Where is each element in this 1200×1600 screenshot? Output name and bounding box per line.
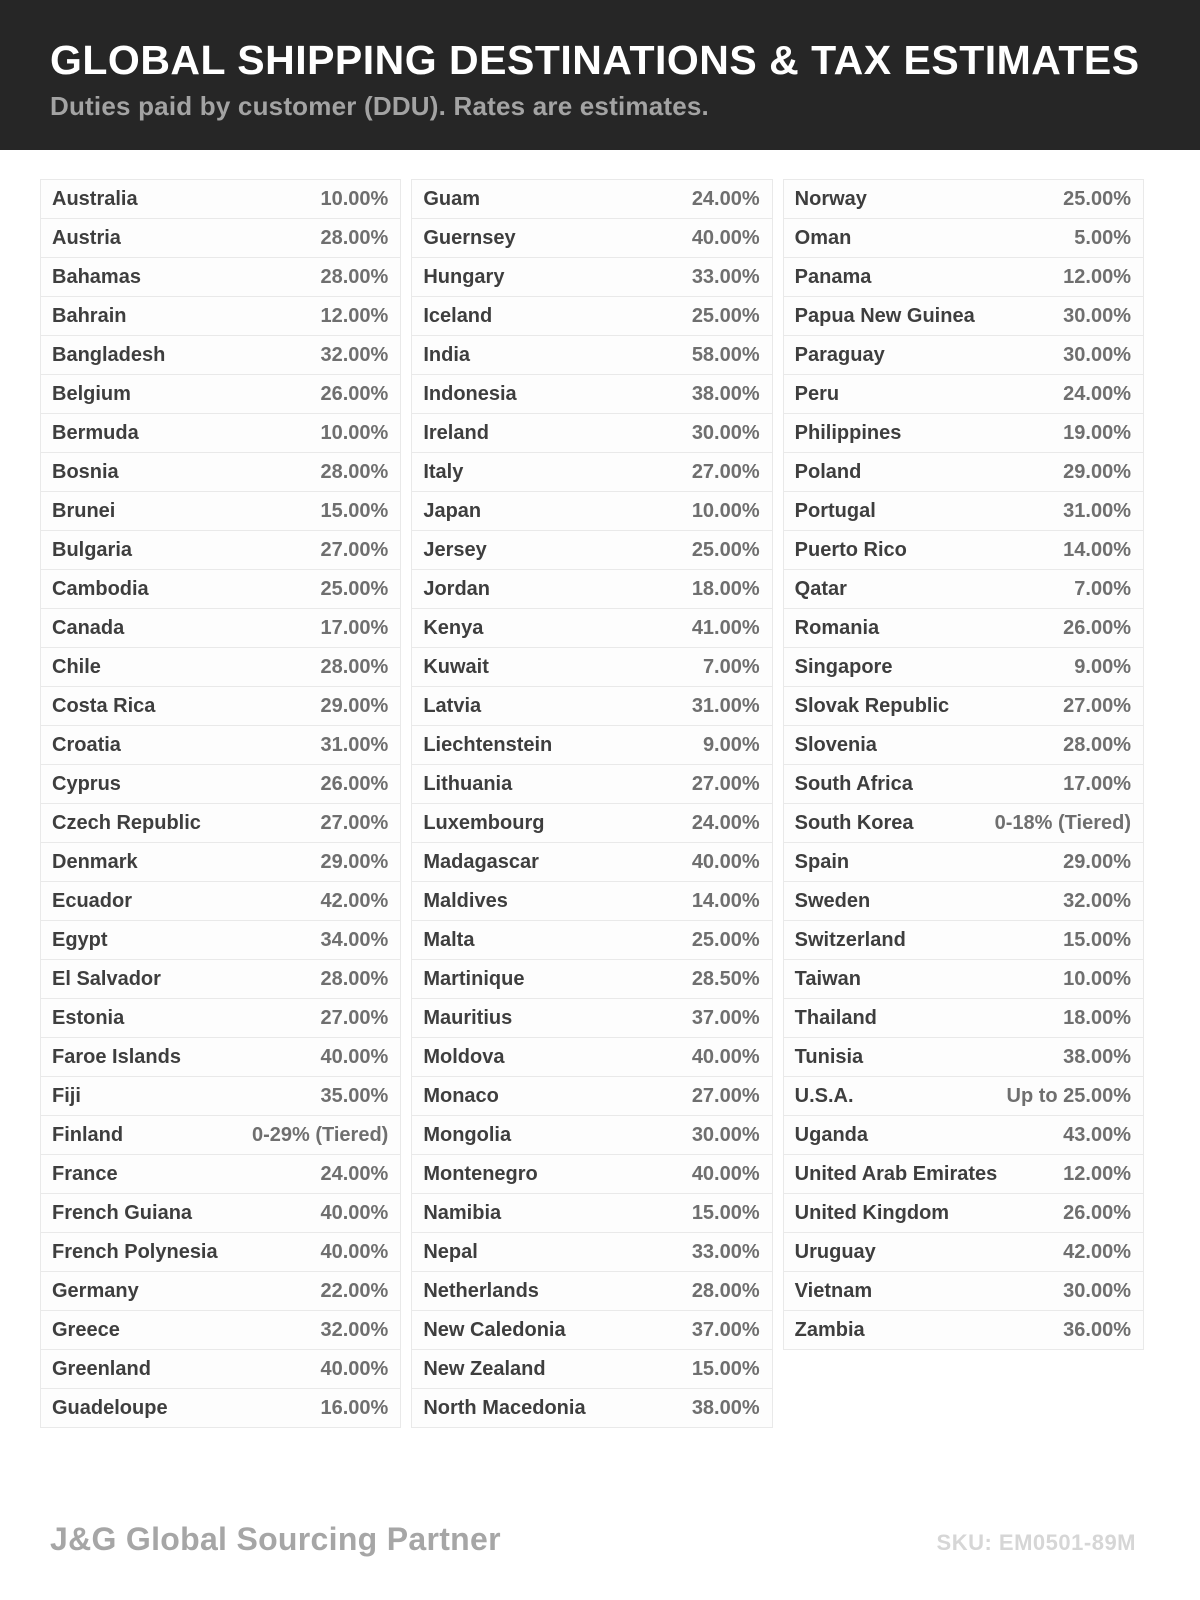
country-name: El Salvador	[52, 967, 161, 990]
tax-rate: 33.00%	[691, 1240, 760, 1263]
country-name: New Zealand	[423, 1357, 546, 1380]
rate-row	[783, 842, 1144, 882]
tax-rate: 27.00%	[691, 460, 760, 483]
country-name: Papua New Guinea	[794, 304, 975, 327]
tax-rate: 40.00%	[691, 1045, 760, 1068]
rate-row	[411, 1271, 772, 1311]
tax-rate: 28.00%	[320, 967, 389, 990]
rate-row	[40, 1154, 401, 1194]
tax-rate: 28.00%	[691, 1279, 760, 1302]
rate-row	[40, 1349, 401, 1389]
country-name: Peru	[794, 382, 840, 405]
tax-rate: 30.00%	[1063, 304, 1131, 327]
country-name: Iceland	[423, 304, 493, 327]
country-name: France	[52, 1162, 118, 1185]
tax-rate: 12.00%	[1063, 1162, 1131, 1185]
rate-row	[40, 725, 401, 765]
tax-rate: 19.00%	[1063, 421, 1131, 444]
rate-row	[411, 413, 772, 453]
rate-row	[40, 1271, 401, 1311]
country-name: New Caledonia	[423, 1318, 566, 1341]
tax-rate: 25.00%	[1063, 187, 1131, 210]
country-name: Bermuda	[52, 421, 139, 444]
tax-rate: 9.00%	[702, 733, 760, 756]
tax-rate: 42.00%	[1063, 1240, 1131, 1263]
country-name: Jersey	[423, 538, 487, 561]
rate-row	[411, 959, 772, 999]
tax-rate: 27.00%	[691, 772, 760, 795]
country-name: Oman	[794, 226, 852, 249]
rate-row	[40, 1388, 401, 1428]
country-name: Belgium	[52, 382, 131, 405]
tax-rate: 42.00%	[320, 889, 389, 912]
rate-row	[40, 1193, 401, 1233]
rate-row	[411, 920, 772, 960]
tax-rate: 5.00%	[1074, 226, 1131, 249]
rate-row	[783, 1193, 1144, 1233]
country-name: Singapore	[794, 655, 893, 678]
tax-rate: 40.00%	[320, 1045, 389, 1068]
rate-row	[40, 179, 401, 219]
country-name: Fiji	[52, 1084, 81, 1107]
tax-rate: 40.00%	[691, 1162, 760, 1185]
country-name: Maldives	[423, 889, 508, 912]
tax-rate: 27.00%	[320, 538, 389, 561]
country-name: Malta	[423, 928, 475, 951]
rate-row	[40, 764, 401, 804]
tax-rate: 10.00%	[1063, 967, 1131, 990]
country-name: Canada	[52, 616, 125, 639]
rate-row	[411, 530, 772, 570]
tax-rate: 25.00%	[691, 304, 760, 327]
rate-row	[411, 1232, 772, 1272]
rate-row	[40, 1310, 401, 1350]
rates-column-3	[783, 179, 1144, 1350]
country-name: Czech Republic	[52, 811, 201, 834]
rate-row	[411, 335, 772, 375]
country-name: Puerto Rico	[794, 538, 907, 561]
tax-rate: 29.00%	[320, 850, 389, 873]
rate-row	[40, 920, 401, 960]
tax-rate: 16.00%	[320, 1396, 389, 1419]
tax-rate: 40.00%	[691, 850, 760, 873]
rate-row	[411, 881, 772, 921]
country-name: French Guiana	[52, 1201, 193, 1224]
tax-rate: 26.00%	[1063, 1201, 1131, 1224]
country-name: Martinique	[423, 967, 525, 990]
page-title: GLOBAL SHIPPING DESTINATIONS & TAX ESTIMATES	[50, 37, 1140, 83]
rate-row	[40, 881, 401, 921]
tax-rate: 38.00%	[691, 1396, 760, 1419]
country-name: Luxembourg	[423, 811, 545, 834]
rate-row	[783, 374, 1144, 414]
rate-row	[411, 998, 772, 1038]
country-name: Chile	[52, 655, 101, 678]
tax-rate: 25.00%	[691, 538, 760, 561]
rate-row	[783, 686, 1144, 726]
rate-row	[40, 1115, 401, 1155]
rate-row	[40, 842, 401, 882]
rate-row	[40, 491, 401, 531]
rate-row	[411, 764, 772, 804]
rate-row	[411, 647, 772, 687]
header-banner	[0, 0, 1200, 150]
tax-rate: 9.00%	[1074, 655, 1131, 678]
rate-row	[40, 647, 401, 687]
rates-table	[40, 179, 1144, 1428]
country-name: Netherlands	[423, 1279, 539, 1302]
rate-row	[411, 1388, 772, 1428]
country-name: Japan	[423, 499, 482, 522]
rate-row	[411, 686, 772, 726]
country-name: Greenland	[52, 1357, 151, 1380]
tax-rate: 18.00%	[1063, 1006, 1131, 1029]
tax-rate: 28.50%	[691, 967, 760, 990]
tax-rate: 28.00%	[320, 655, 389, 678]
country-name: Zambia	[794, 1318, 865, 1341]
country-name: Slovak Republic	[794, 694, 950, 717]
country-name: Nepal	[423, 1240, 478, 1263]
rate-row	[783, 803, 1144, 843]
tax-rate: 10.00%	[691, 499, 760, 522]
country-name: Namibia	[423, 1201, 502, 1224]
rate-row	[40, 959, 401, 999]
rate-row	[783, 1115, 1144, 1155]
rate-row	[783, 296, 1144, 336]
rate-row	[40, 413, 401, 453]
country-name: Costa Rica	[52, 694, 156, 717]
country-name: Faroe Islands	[52, 1045, 181, 1068]
rate-row	[783, 1271, 1144, 1311]
country-name: South Korea	[794, 811, 914, 834]
country-name: Vietnam	[794, 1279, 873, 1302]
rate-row	[411, 569, 772, 609]
country-name: Montenegro	[423, 1162, 538, 1185]
country-name: Egypt	[52, 928, 108, 951]
rate-row	[411, 491, 772, 531]
rate-row	[411, 1154, 772, 1194]
tax-rate: 17.00%	[1063, 772, 1131, 795]
country-name: Finland	[52, 1123, 124, 1146]
country-name: Austria	[52, 226, 121, 249]
tax-rate: 36.00%	[1063, 1318, 1131, 1341]
country-name: Brunei	[52, 499, 116, 522]
country-name: Bosnia	[52, 460, 119, 483]
page-subtitle: Duties paid by customer (DDU). Rates are estimates.	[50, 91, 709, 121]
rate-row	[411, 1115, 772, 1155]
tax-rate: 40.00%	[320, 1240, 389, 1263]
rate-row	[783, 530, 1144, 570]
tax-rate: 30.00%	[691, 1123, 760, 1146]
tax-rate: 40.00%	[320, 1201, 389, 1224]
country-name: Thailand	[794, 1006, 877, 1029]
country-name: Romania	[794, 616, 880, 639]
tax-rate: 22.00%	[320, 1279, 389, 1302]
country-name: Cyprus	[52, 772, 121, 795]
rate-row	[783, 725, 1144, 765]
tax-rate: 28.00%	[320, 226, 389, 249]
rate-row	[411, 179, 772, 219]
tax-rate: 27.00%	[691, 1084, 760, 1107]
country-name: Kuwait	[423, 655, 489, 678]
rate-row	[411, 218, 772, 258]
tax-rate: 29.00%	[320, 694, 389, 717]
rate-row	[40, 1076, 401, 1116]
country-name: Guam	[423, 187, 481, 210]
tax-rate: 10.00%	[320, 187, 389, 210]
tax-rate: 26.00%	[320, 382, 389, 405]
rate-row	[411, 1349, 772, 1389]
country-name: Latvia	[423, 694, 482, 717]
country-name: Cambodia	[52, 577, 149, 600]
rate-row	[783, 881, 1144, 921]
tax-rate: 27.00%	[1063, 694, 1131, 717]
tax-rate: 15.00%	[691, 1357, 760, 1380]
brand-name: J&G Global Sourcing Partner	[50, 1521, 501, 1557]
country-name: Croatia	[52, 733, 121, 756]
country-name: Lithuania	[423, 772, 513, 795]
tax-rate: 31.00%	[320, 733, 389, 756]
country-name: Indonesia	[423, 382, 517, 405]
rate-row	[40, 296, 401, 336]
rate-row	[783, 764, 1144, 804]
country-name: U.S.A.	[794, 1084, 854, 1107]
tax-rate: 17.00%	[320, 616, 389, 639]
tax-rate: 30.00%	[691, 421, 760, 444]
rate-row	[783, 1232, 1144, 1272]
rate-row	[411, 1076, 772, 1116]
country-name: Spain	[794, 850, 850, 873]
tax-rate: 12.00%	[1063, 265, 1131, 288]
country-name: Guadeloupe	[52, 1396, 168, 1419]
rate-row	[783, 1076, 1144, 1116]
tax-rate: 38.00%	[1063, 1045, 1131, 1068]
country-name: Uganda	[794, 1123, 868, 1146]
tax-rate: 24.00%	[320, 1162, 389, 1185]
rate-row	[411, 608, 772, 648]
tax-rate: 28.00%	[1063, 733, 1131, 756]
country-name: Ireland	[423, 421, 489, 444]
tax-rate: 15.00%	[691, 1201, 760, 1224]
rate-row	[40, 569, 401, 609]
tax-rate: 27.00%	[320, 1006, 389, 1029]
country-name: Qatar	[794, 577, 847, 600]
country-name: Hungary	[423, 265, 505, 288]
country-name: United Kingdom	[794, 1201, 950, 1224]
tax-rate: 37.00%	[691, 1006, 760, 1029]
tax-rate: 43.00%	[1063, 1123, 1131, 1146]
rate-row	[40, 998, 401, 1038]
rate-row	[411, 842, 772, 882]
rate-row	[40, 530, 401, 570]
tax-rate: 15.00%	[320, 499, 389, 522]
country-name: Monaco	[423, 1084, 499, 1107]
tax-rate: 31.00%	[1063, 499, 1131, 522]
tax-rate: 29.00%	[1063, 460, 1131, 483]
country-name: Bangladesh	[52, 343, 166, 366]
rate-row	[783, 569, 1144, 609]
country-name: Kenya	[423, 616, 484, 639]
tax-rate: 32.00%	[320, 1318, 389, 1341]
country-name: Paraguay	[794, 343, 885, 366]
tax-rate: 28.00%	[320, 265, 389, 288]
rate-row	[783, 335, 1144, 375]
footer	[50, 1521, 1136, 1558]
rates-column-2	[411, 179, 772, 1428]
rate-row	[40, 1037, 401, 1077]
rate-row	[40, 686, 401, 726]
rate-row	[783, 1310, 1144, 1350]
tax-rate: 41.00%	[691, 616, 760, 639]
country-name: Estonia	[52, 1006, 125, 1029]
rate-row	[40, 452, 401, 492]
tax-rate: 35.00%	[320, 1084, 389, 1107]
country-name: Guernsey	[423, 226, 516, 249]
tax-rate: 10.00%	[320, 421, 389, 444]
tax-rate: 24.00%	[1063, 382, 1131, 405]
tax-rate: 32.00%	[1063, 889, 1131, 912]
tax-rate: 32.00%	[320, 343, 389, 366]
rate-row	[411, 725, 772, 765]
country-name: Ecuador	[52, 889, 133, 912]
rate-row	[783, 959, 1144, 999]
rate-row	[411, 257, 772, 297]
rate-row	[411, 1037, 772, 1077]
country-name: Mauritius	[423, 1006, 513, 1029]
tax-rate: 25.00%	[691, 928, 760, 951]
rate-row	[783, 218, 1144, 258]
tax-rate: 26.00%	[320, 772, 389, 795]
rate-row	[40, 218, 401, 258]
country-name: Uruguay	[794, 1240, 876, 1263]
tax-rate: 24.00%	[691, 811, 760, 834]
country-name: Taiwan	[794, 967, 861, 990]
tax-rate: 31.00%	[691, 694, 760, 717]
tax-rate: 14.00%	[1063, 538, 1131, 561]
rate-row	[40, 608, 401, 648]
rate-row	[40, 335, 401, 375]
rate-row	[411, 296, 772, 336]
country-name: Bulgaria	[52, 538, 133, 561]
rates-column-1	[40, 179, 401, 1428]
country-name: Greece	[52, 1318, 120, 1341]
rate-row	[783, 257, 1144, 297]
country-name: Liechtenstein	[423, 733, 553, 756]
rate-row	[783, 1154, 1144, 1194]
rate-row	[40, 803, 401, 843]
country-name: French Polynesia	[52, 1240, 218, 1263]
rate-row	[783, 647, 1144, 687]
tax-rate: 26.00%	[1063, 616, 1131, 639]
tax-rate: 0-29% (Tiered)	[251, 1123, 389, 1146]
country-name: India	[423, 343, 470, 366]
tax-rate: 37.00%	[691, 1318, 760, 1341]
country-name: Moldova	[423, 1045, 505, 1068]
country-name: South Africa	[794, 772, 913, 795]
rate-row	[783, 608, 1144, 648]
country-name: Madagascar	[423, 850, 539, 873]
tax-rate: Up to 25.00%	[1006, 1084, 1131, 1107]
rate-row	[783, 1037, 1144, 1077]
country-name: Jordan	[423, 577, 491, 600]
tax-rate: 34.00%	[320, 928, 389, 951]
rate-row	[783, 413, 1144, 453]
tax-rate: 15.00%	[1063, 928, 1131, 951]
rate-row	[783, 998, 1144, 1038]
tax-rate: 29.00%	[1063, 850, 1131, 873]
rate-row	[411, 803, 772, 843]
rate-row	[40, 1232, 401, 1272]
rate-row	[783, 179, 1144, 219]
country-name: Slovenia	[794, 733, 877, 756]
rate-row	[40, 257, 401, 297]
rate-row	[411, 1310, 772, 1350]
country-name: Sweden	[794, 889, 871, 912]
country-name: Portugal	[794, 499, 876, 522]
country-name: Italy	[423, 460, 464, 483]
country-name: United Arab Emirates	[794, 1162, 998, 1185]
tax-rate: 18.00%	[691, 577, 760, 600]
country-name: North Macedonia	[423, 1396, 586, 1419]
tax-rate: 14.00%	[691, 889, 760, 912]
rate-row	[40, 374, 401, 414]
country-name: Switzerland	[794, 928, 906, 951]
country-name: Bahrain	[52, 304, 127, 327]
rate-row	[411, 1193, 772, 1233]
country-name: Panama	[794, 265, 872, 288]
sku-label: SKU: EM0501-89M	[936, 1530, 1136, 1555]
tax-rate: 12.00%	[320, 304, 389, 327]
rate-row	[783, 452, 1144, 492]
tax-rate: 40.00%	[320, 1357, 389, 1380]
tax-rate: 24.00%	[691, 187, 760, 210]
tax-rate: 58.00%	[691, 343, 760, 366]
tax-rate: 0-18% (Tiered)	[994, 811, 1131, 834]
country-name: Germany	[52, 1279, 139, 1302]
tax-rate: 25.00%	[320, 577, 389, 600]
tax-rate: 28.00%	[320, 460, 389, 483]
tax-rate: 27.00%	[320, 811, 389, 834]
rate-row	[411, 374, 772, 414]
country-name: Norway	[794, 187, 867, 210]
tax-rate: 30.00%	[1063, 343, 1131, 366]
tax-rate: 40.00%	[691, 226, 760, 249]
country-name: Philippines	[794, 421, 902, 444]
tax-rate: 38.00%	[691, 382, 760, 405]
tax-rate: 7.00%	[1074, 577, 1131, 600]
tax-rate: 7.00%	[702, 655, 760, 678]
tax-rate: 33.00%	[691, 265, 760, 288]
country-name: Denmark	[52, 850, 138, 873]
rate-row	[411, 452, 772, 492]
country-name: Mongolia	[423, 1123, 512, 1146]
country-name: Poland	[794, 460, 862, 483]
rate-row	[783, 491, 1144, 531]
rate-row	[783, 920, 1144, 960]
tax-rate: 30.00%	[1063, 1279, 1131, 1302]
country-name: Bahamas	[52, 265, 141, 288]
country-name: Australia	[52, 187, 138, 210]
country-name: Tunisia	[794, 1045, 864, 1068]
